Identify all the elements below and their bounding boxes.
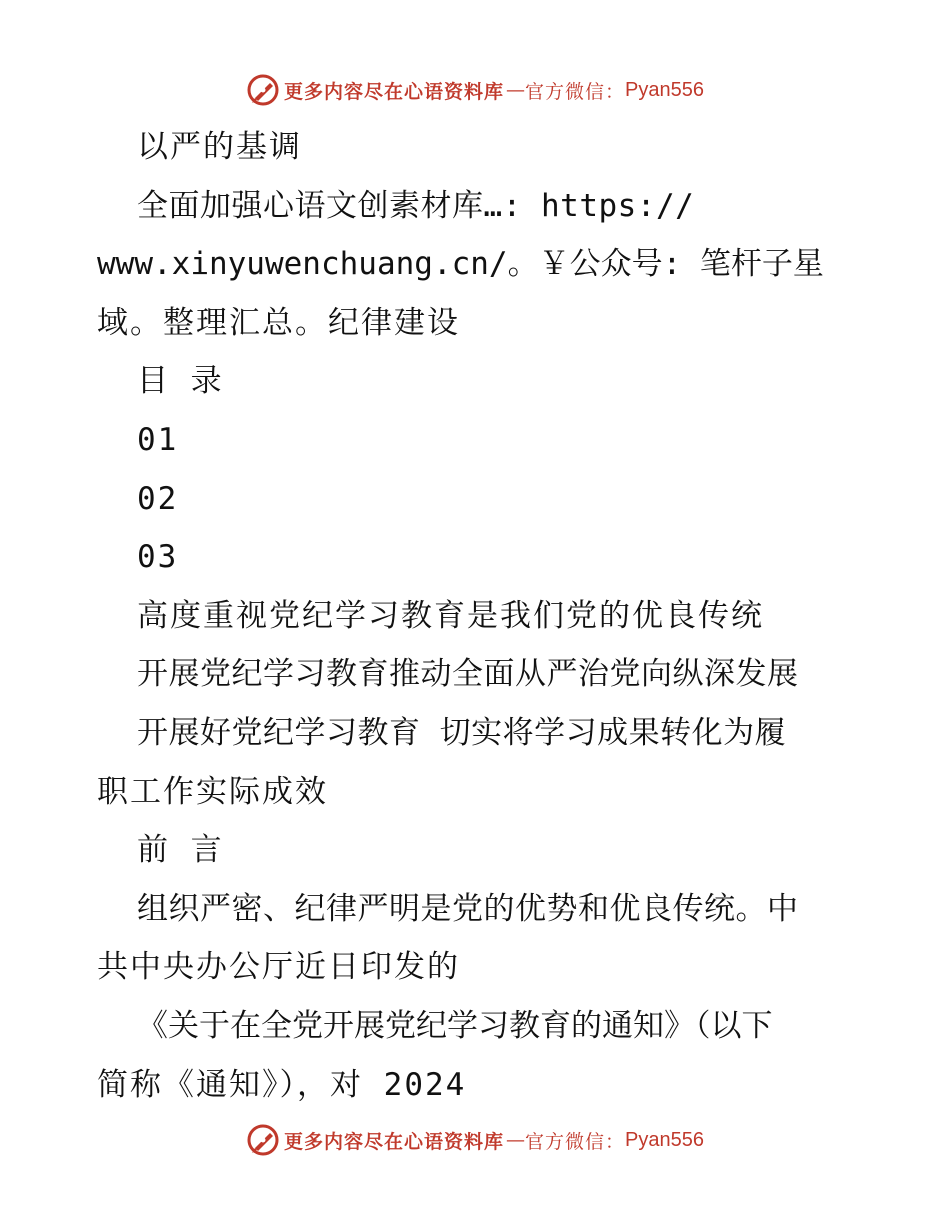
toc-entry-continued: 职工作实际成效 bbox=[97, 773, 328, 810]
quill-pen-logo-icon bbox=[246, 73, 280, 107]
toc-entry: 开展党纪学习教育推动全面从严治党向纵深发展 bbox=[137, 656, 799, 693]
toc-number: 03 bbox=[137, 539, 179, 576]
paragraph-line: 简称《通知》），对 2024 bbox=[97, 1066, 467, 1103]
banner-official-label: 官方微信： bbox=[525, 80, 626, 103]
quill-pen-logo-icon bbox=[246, 1123, 280, 1157]
banner-brand-text: 更多内容尽在心语资料库 bbox=[284, 80, 505, 103]
toc-entry: 高度重视党纪学习教育是我们党的优良传统 bbox=[137, 597, 764, 634]
paragraph-line: 共中央办公厅近日印发的 bbox=[97, 949, 460, 986]
paragraph-line: 《关于在全党开展党纪学习教育的通知》（以下 bbox=[137, 1007, 773, 1044]
banner-wechat-id: Pyan556 bbox=[625, 78, 704, 101]
document-body bbox=[97, 118, 857, 1114]
text-line: www.xinyuwenchuang.cn/。￥公众号: 笔杆子星 bbox=[97, 246, 824, 283]
banner-dash: — bbox=[506, 1129, 524, 1151]
text-line: 域。整理汇总。纪律建设 bbox=[97, 304, 460, 341]
toc-entry: 开展好党纪学习教育 切实将学习成果转化为履 bbox=[137, 714, 787, 751]
footer-watermark-banner bbox=[0, 1120, 950, 1160]
preface-heading: 前 言 bbox=[137, 832, 224, 869]
text-line: 全面加强心语文创素材库…: https:// bbox=[137, 187, 695, 224]
toc-heading: 目 录 bbox=[137, 363, 224, 400]
banner-dash: — bbox=[506, 79, 524, 101]
banner-official-label: 官方微信： bbox=[525, 1130, 626, 1153]
toc-number: 01 bbox=[137, 421, 179, 458]
banner-wechat-id: Pyan556 bbox=[625, 1128, 704, 1151]
toc-number: 02 bbox=[137, 480, 179, 517]
header-watermark-banner bbox=[0, 70, 950, 110]
banner-brand-text: 更多内容尽在心语资料库 bbox=[284, 1130, 505, 1153]
paragraph-line: 组织严密、纪律严明是党的优势和优良传统。中 bbox=[137, 890, 799, 927]
text-line: 以严的基调 bbox=[137, 129, 302, 165]
